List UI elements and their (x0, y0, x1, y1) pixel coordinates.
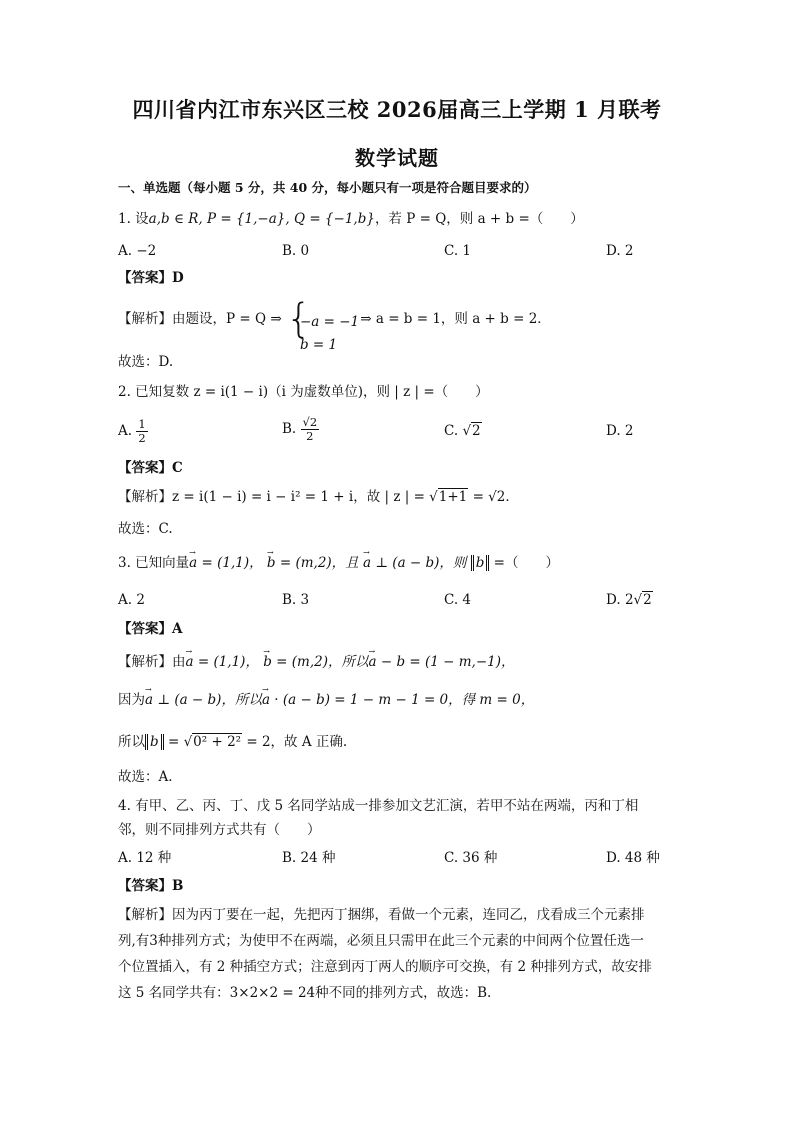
fraction-numerator: 1 (138, 417, 146, 431)
q1-stem-math: a,b ∈ R, P = {1,−a}, Q = {−1,b} (148, 211, 375, 227)
q3-line1-prefix: 【解析】由 (118, 654, 186, 670)
page-title: 四川省内江市东兴区三校 2026届高三上学期 1 月联考 (132, 97, 662, 122)
q1-analysis-suffix: ⇒ a = b = 1，则 a + b = 2． (360, 311, 551, 327)
q3-line3-prefix: 所以 (118, 734, 145, 750)
sqrt-radicand: 2 (643, 592, 652, 608)
q2-option-b (282, 416, 319, 443)
q4-option-d: D. 48 种 (606, 850, 660, 866)
q2-conclusion: 故选：C. (118, 521, 173, 537)
q2-analysis-prefix: 【解析】z = i(1 − i) = i − i² = 1 + i，故 | z | = (118, 489, 425, 505)
fraction-denominator: 2 (138, 431, 146, 445)
q1-stem-suffix: ，若 P = Q，则 a + b =（ ） (374, 211, 584, 227)
q3-analysis-line-3: 所以 b = √0² + 2² = 2，故 A 正确. (118, 734, 348, 750)
q2-option-a-fraction (136, 418, 147, 445)
page-subtitle: 数学试题 (355, 146, 439, 170)
q1-analysis (118, 295, 551, 353)
question-4-stem-line-1: 4. 有甲、乙、丙、丁、戊 5 名同学站成一排参加文艺汇演，若甲不站在两端，丙和丁相 (118, 798, 639, 814)
q3-line1-vector-a: → a = (1,1)， (186, 652, 259, 672)
q2-option-b-label: B. (282, 421, 297, 437)
q1-answer: 【答案】D (118, 270, 184, 286)
q3-line2-mid: → a ⊥ (a − b)，所以 (145, 690, 262, 710)
q4-analysis-line-1: 【解析】因为丙丁要在一起，先把丙丁捆绑，看做一个元素，连同乙，戊看成三个元素排 (118, 907, 645, 923)
q3-perp-condition: → a ⊥ (a − b)，则 (363, 553, 466, 573)
q3-vector-a: → a = (1,1)， (189, 553, 262, 573)
q3-option-b: B. 3 (282, 592, 310, 608)
q2-option-c (444, 420, 482, 442)
q4-answer: 【答案】B (118, 878, 184, 894)
q3-option-c: C. 4 (444, 592, 472, 608)
q3-line3-suffix: = 2，故 A 正确. (242, 734, 348, 750)
q4-analysis-line-3: 个位置插入，有 2 种插空方式；注意到丙丁两人的顺序可交换，有 2 种排列方式，故安排 (118, 959, 652, 975)
q1-stem-prefix: 1. 设 (118, 211, 149, 227)
q3-norm-b: b (471, 555, 490, 571)
sqrt-expression: √0² + 2² (183, 734, 242, 750)
q3-stem-suffix: =（ ） (489, 555, 559, 571)
q4-analysis-line-4: 这 5 名同学共有：3×2×2 = 24种不同的排列方式，故选：B. (118, 985, 492, 1001)
q1-option-c: C. 1 (444, 243, 472, 259)
q3-line2-suffix: → a · (a − b) = 1 − m − 1 = 0，得 m = 0， (262, 690, 534, 710)
sqrt-expression: √2 (633, 592, 652, 608)
q4-option-a: A. 12 种 (118, 850, 172, 866)
q3-analysis-line-1 (118, 652, 515, 672)
q1-option-a: A. −2 (118, 243, 157, 259)
q3-line1-suffix: → a − b = (1 − m,−1)， (369, 652, 515, 672)
fraction-numerator: √2 (302, 415, 318, 429)
fraction-denominator: 2 (306, 429, 314, 443)
q1-case-2: b = 1 (299, 336, 338, 353)
q1-option-d: D. 2 (606, 243, 634, 259)
q3-line1-vector-b: → b = (m,2)，所以 (263, 652, 368, 672)
q1-analysis-prefix: 【解析】由题设，P = Q ⇒ (118, 311, 282, 327)
q4-analysis-line-2: 列,有3种排列方式；为使甲不在两端，必须且只需甲在此三个元素的中间两个位置任选一 (118, 933, 644, 949)
question-4-stem-line-2: 邻，则不同排列方式共有（ ） (118, 822, 321, 838)
sqrt-radicand: 1+1 (438, 489, 468, 505)
q3-answer: 【答案】A (118, 621, 183, 637)
q3-option-d-label: D. (606, 592, 621, 608)
q3-analysis-line-2 (118, 690, 534, 710)
q2-answer: 【答案】C (118, 460, 183, 476)
question-3-stem (118, 553, 559, 573)
q1-case-system (285, 295, 360, 353)
q2-analysis-suffix: = √2． (468, 489, 519, 505)
q2-option-b-fraction (301, 416, 320, 443)
q3-norm-b: b (145, 734, 164, 750)
q3-line2-prefix: 因为 (118, 692, 145, 708)
q3-option-d (606, 589, 653, 611)
q2-option-d: D. 2 (606, 423, 634, 439)
q2-option-c-label: C. (444, 423, 459, 439)
q3-option-a: A. 2 (118, 592, 145, 608)
q4-option-b: B. 24 种 (282, 850, 336, 866)
q1-case-1: −a = −1 (299, 313, 360, 330)
sqrt-expression: √2 (462, 423, 481, 439)
q4-option-c: C. 36 种 (444, 850, 498, 866)
sqrt-radicand: 0² + 2² (193, 734, 242, 750)
q3-vector-b: → b = (m,2)，且 (267, 553, 359, 573)
q3-option-d-coef: 2 (624, 592, 634, 608)
q1-conclusion: 故选：D. (118, 354, 174, 370)
q1-option-b: B. 0 (282, 243, 310, 259)
question-1-stem (118, 209, 584, 229)
q2-option-a-label: A. (118, 423, 133, 439)
q3-stem-prefix: 3. 已知向量 (118, 555, 190, 571)
q2-option-a (118, 418, 148, 445)
question-2-stem: 2. 已知复数 z = i(1 − i)（i 为虚数单位)，则 | z | =（ ） (118, 384, 489, 400)
q3-conclusion: 故选：A. (118, 769, 173, 785)
sqrt-expression: √1+1 (429, 489, 468, 505)
brace-symbol: { (285, 295, 312, 342)
sqrt-radicand: 2 (472, 423, 481, 439)
q2-analysis (118, 487, 519, 507)
section-heading: 一、单选题（每小题 5 分，共 40 分，每小题只有一项是符合题目要求的） (118, 180, 537, 195)
